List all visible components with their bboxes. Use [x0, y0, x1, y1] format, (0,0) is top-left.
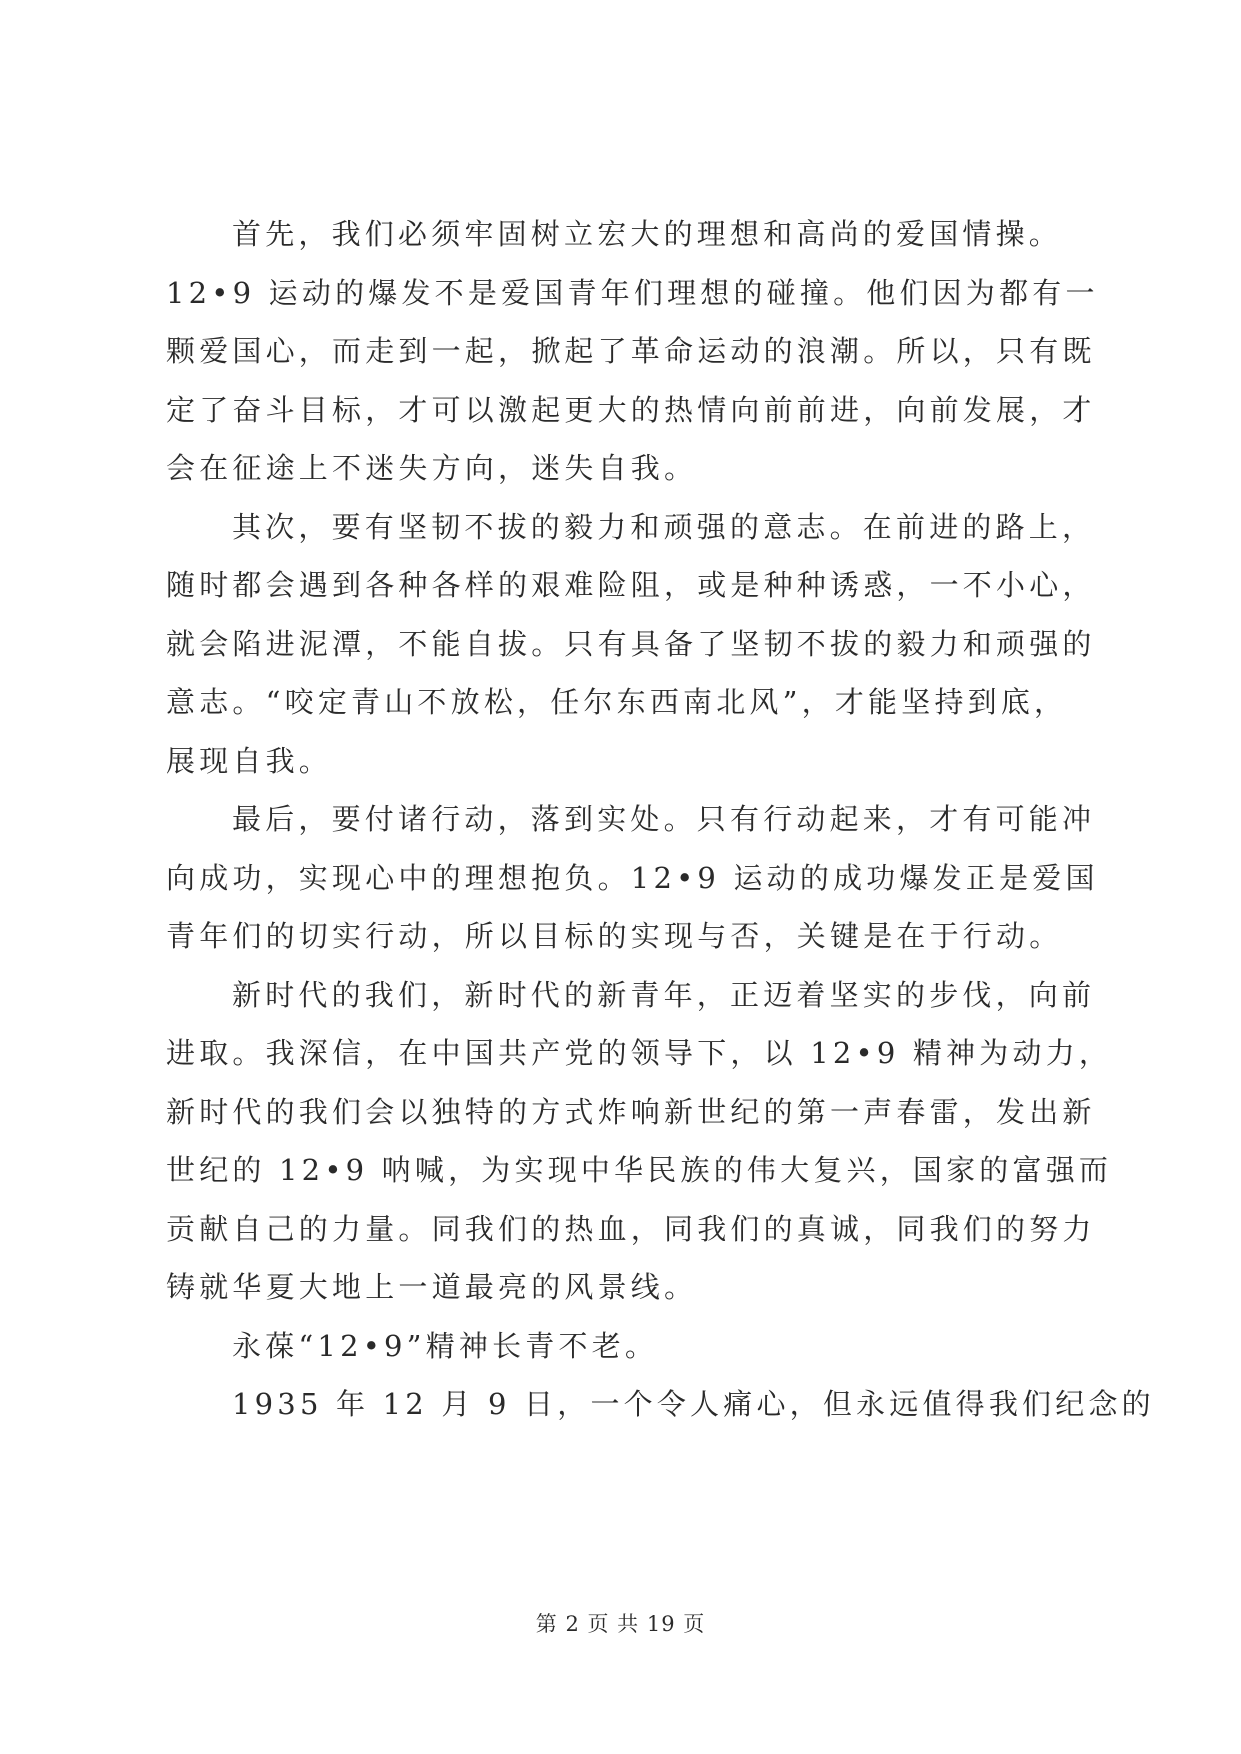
text-line: 向成功，实现心中的理想抱负。12•9 运动的成功爆发正是爱国 [166, 860, 1099, 895]
text-line: 世纪的 12•9 呐喊，为实现中华民族的伟大复兴，国家的富强而 [166, 1153, 1113, 1187]
text-line: 颗爱国心，而走到一起，掀起了革命运动的浪潮。所以，只有既 [166, 334, 1096, 368]
text-line: 贡献自己的力量。同我们的热血，同我们的真诚，同我们的努力 [166, 1211, 1096, 1246]
text-line: 展现自我。 [166, 743, 333, 778]
text-line: 意志。“咬定青山不放松，任尔东西南北风”，才能坚持到底， [166, 685, 1068, 719]
text-line: 永葆“12•9”精神长青不老。 [232, 1328, 659, 1363]
text-line: 就会陷进泥潭，不能自拔。只有具备了坚韧不拔的毅力和顽强的 [166, 626, 1096, 661]
text-line: 首先，我们必须牢固树立宏大的理想和高尚的爱国情操。 [232, 217, 1063, 251]
text-line: 青年们的切实行动，所以目标的实现与否，关键是在于行动。 [166, 919, 1063, 953]
text-line: 会在征途上不迷失方向，迷失自我。 [166, 451, 698, 485]
text-line: 新时代的我们，新时代的新青年，正迈着坚实的步伐，向前 [232, 977, 1096, 1012]
page-footer: 第 2 页 共 19 页 [535, 1612, 706, 1636]
text-line: 1935 年 12 月 9 日，一个令人痛心，但永远值得我们纪念的 [232, 1387, 1155, 1421]
text-line: 12•9 运动的爆发不是爱国青年们理想的碰撞。他们因为都有一 [166, 275, 1099, 310]
text-line: 进取。我深信，在中国共产党的领导下，以 12•9 精神为动力， [166, 1036, 1113, 1070]
text-line: 新时代的我们会以独特的方式炸响新世纪的第一声春雷，发出新 [166, 1094, 1096, 1129]
text-line: 其次，要有坚韧不拔的毅力和顽强的意志。在前进的路上， [232, 509, 1096, 544]
text-line: 定了奋斗目标，才可以激起更大的热情向前前进，向前发展，才 [166, 392, 1096, 427]
text-line: 最后，要付诸行动，落到实处。只有行动起来，才有可能冲 [232, 802, 1096, 836]
text-line: 随时都会遇到各种各样的艰难险阻，或是种种诱惑，一不小心， [166, 568, 1096, 602]
text-line: 铸就华夏大地上一道最亮的风景线。 [166, 1270, 698, 1304]
document-body [166, 205, 1155, 1434]
